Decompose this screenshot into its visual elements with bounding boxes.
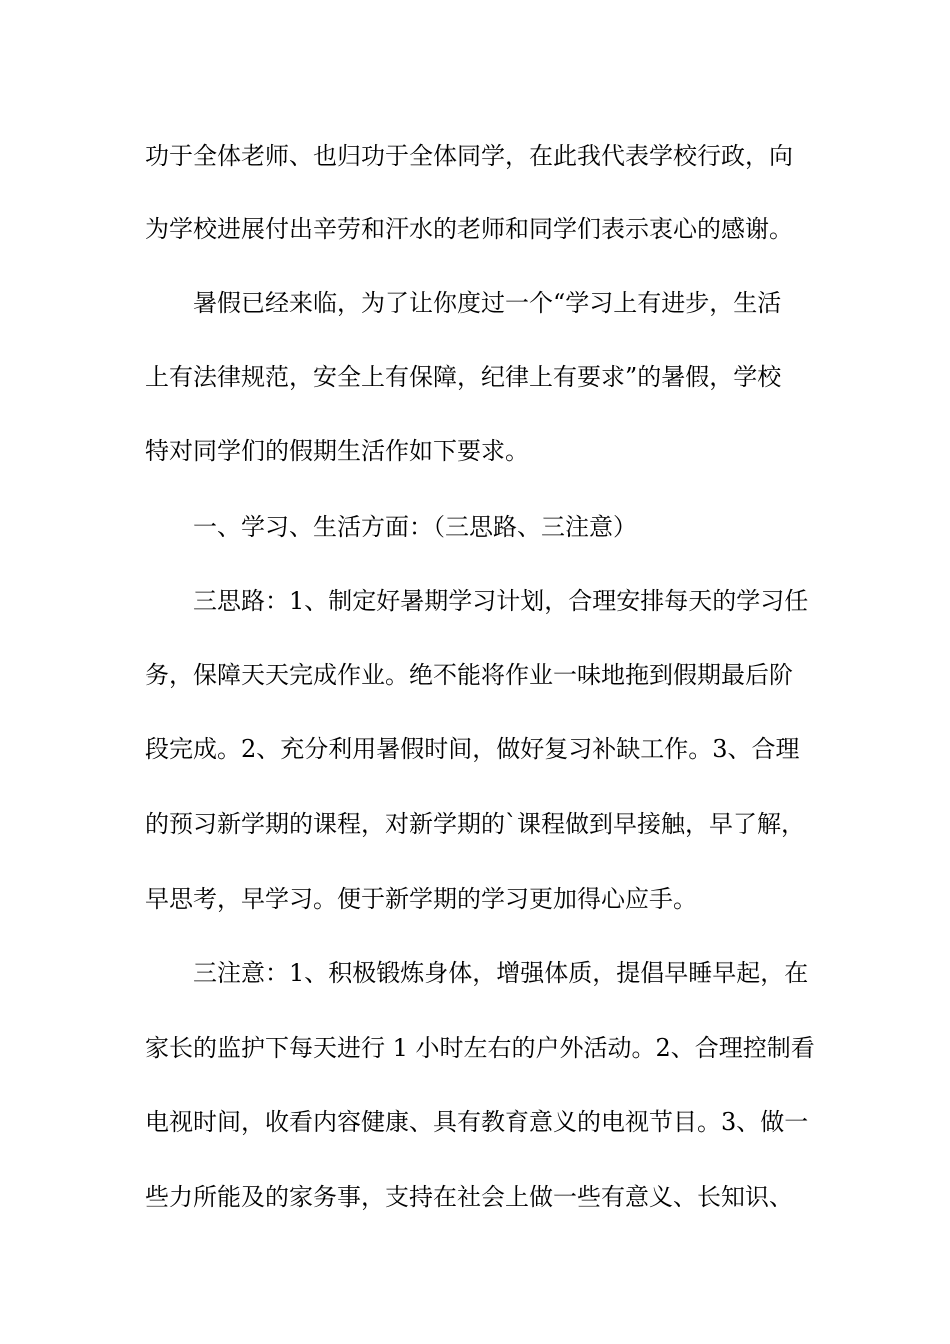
text-line-10: 的预习新学期的课程，对新学期的`课程做到早接触，早了解， (145, 810, 805, 838)
text-line-5: 特对同学们的假期生活作如下要求。 (145, 437, 529, 465)
text-line-12: 三注意：1、积极锻炼身体，增强体质，提倡早睡早起，在 (193, 959, 809, 987)
text-line-2: 为学校进展付出辛劳和汗水的老师和同学们表示衷心的感谢。 (145, 215, 793, 243)
text-line-11: 早思考，早学习。便于新学期的学习更加得心应手。 (145, 885, 697, 913)
text-line-8: 务，保障天天完成作业。绝不能将作业一味地拖到假期最后阶 (145, 661, 793, 689)
text-line-9: 段完成。2、充分利用暑假时间，做好复习补缺工作。3、合理 (145, 735, 800, 763)
text-line-7: 三思路：1、制定好暑期学习计划，合理安排每天的学习任 (193, 587, 809, 615)
text-line-14: 电视时间，收看内容健康、具有教育意义的电视节目。3、做一 (145, 1108, 809, 1136)
text-line-3: 暑假已经来临，为了让你度过一个“学习上有进步，生活 (193, 289, 782, 317)
text-line-1: 功于全体老师、也归功于全体同学，在此我代表学校行政，向 (145, 142, 793, 170)
text-line-13: 家长的监护下每天进行 1 小时左右的户外活动。2、合理控制看 (145, 1034, 815, 1062)
text-line-4: 上有法律规范，安全上有保障，纪律上有要求”的暑假，学校 (145, 363, 782, 391)
section-heading: 一、学习、生活方面：（三思路、三注意） (193, 513, 637, 541)
text-line-15: 些力所能及的家务事，支持在社会上做一些有意义、长知识、 (145, 1183, 793, 1211)
